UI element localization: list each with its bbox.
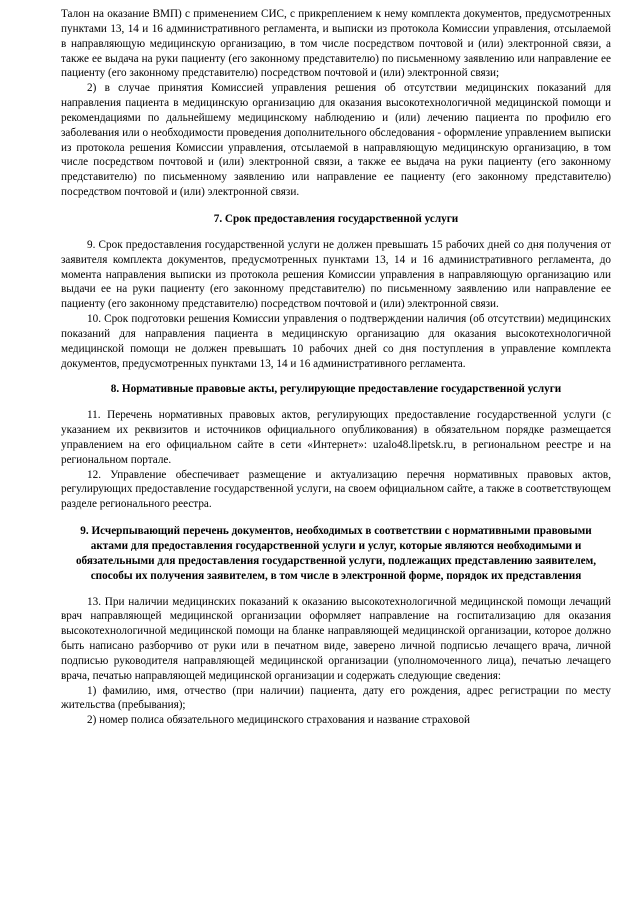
- heading-section-7: 7. Срок предоставления государственной услуги: [213, 212, 459, 225]
- section-gap: [61, 227, 611, 238]
- heading-section-9: 9. Исчерпывающий перечень документов, необходимых в соответствии с нормативными правовыми актами для предоставления государственной услуги и услуг, которые являются необходимыми и обязательными для предоставления государственной услуги, подлежащих представлению заявителем, способы их получения заявителем, в том числе в электронной форме, порядок их представления: [75, 525, 597, 582]
- paragraph-continuation-vmp: Талон на оказание ВМП) с применением СИС, с прикреплением к нему комплекта документов, предусмотренных пунктами 13, 14 и 16 административного регламента, и выписки из протокола Комиссии управления, отсылаемой в направляющую медицинскую организацию, в том числе посредством почтовой и (или) электронной связи, а также ее выдача на руки пациенту (его законному представителю) по письменному заявлению или направление ее пациенту (его законному представителю) посредством почтовой и (или) электронной связи;: [61, 8, 611, 80]
- paragraph-item-11: 11. Перечень нормативных правовых актов, регулирующих предоставление государственной услуги (с указанием их реквизитов и источников официального опубликования) в обязательном порядке размещается управлением на его официальном сайте в сети «Интернет»: uzalo48.lipetsk.ru, в региональном реестре и на региональном портале.: [61, 409, 611, 466]
- section-gap: [61, 397, 611, 408]
- paragraph-subitem-1: 1) фамилию, имя, отчество (при наличии) пациента, дату его рождения, адрес регистрации по месту жительства (пребывания);: [61, 684, 611, 712]
- section-gap: [61, 512, 611, 524]
- paragraph-item-12: 12. Управление обеспечивает размещение и актуализацию перечня нормативных правовых актов, регулирующих предоставление государственной услуги, на своем официальном сайте, а также в соответствующем разделе регионального реестра.: [61, 468, 611, 511]
- document-page: [61, 7, 611, 728]
- paragraph-item-9: 9. Срок предоставления государственной услуги не должен превышать 15 рабочих дней со дня получения от заявителя комплекта документов, предусмотренных пунктами 13, 14 и 16 административного регламента, до момента направления выписки из протокола решения Комиссии управления в направляющую организацию или выдачи ее на руки пациенту (его законному представителю) по письменному заявлению или направление ее пациенту (его законному представителю) посредством почтовой и (или) электронной связи.: [61, 238, 611, 311]
- section-gap: [61, 200, 611, 212]
- heading-section-8: 8. Нормативные правовые акты, регулирующие предоставление государственной услуги: [110, 383, 562, 396]
- paragraph-item-13: 13. При наличии медицинских показаний к оказанию высокотехнологичной медицинской помощи лечащий врач направляющей медицинской организации оформляет направление на госпитализацию для оказания высокотехнологичной медицинской помощи на бланке направляющей медицинской организации, которое должно быть написано разборчиво от руки или в печатном виде, заверено личной подписью лечащего врача, личной подписью руководителя направляющей медицинской организации (уполномоченного лица), печатью лечащего врача, печатью направляющей медицинской организации и содержать следующие сведения:: [61, 595, 611, 682]
- paragraph-subitem-2: 2) номер полиса обязательного медицинского страхования и название страховой: [87, 714, 470, 727]
- paragraph-item-10: 10. Срок подготовки решения Комиссии управления о подтверждении наличия (об отсутствии) медицинских показаний для направления пациента в медицинскую организацию для оказания высокотехнологичной медицинской помощи не должен превышать 10 рабочих дней со дня поступления в управление комплекта документов, предусмотренных пунктами 13, 14 и 16 административного регламента.: [61, 313, 611, 370]
- section-gap: [61, 371, 611, 382]
- paragraph-item-2-refusal: 2) в случае принятия Комиссией управления решения об отсутствии медицинских показаний для направления пациента в медицинскую организацию для оказания высокотехнологичной медицинской помощи и рекомендациями по дальнейшему медицинскому наблюдению и (или) лечению пациента по профилю его заболевания или о необходимости проведения дополнительного обследования - оформление управлением выписки из протокола решения Комиссии управления, отсылаемой в направляющую медицинскую организацию, в том числе посредством почтовой и (или) электронной связи, а также ее выдача на руки пациенту (его законному представителю) по письменному заявлению или направление ее пациенту (его законному представителю) посредством почтовой и (или) электронной связи.: [61, 82, 611, 199]
- section-gap: [61, 584, 611, 595]
